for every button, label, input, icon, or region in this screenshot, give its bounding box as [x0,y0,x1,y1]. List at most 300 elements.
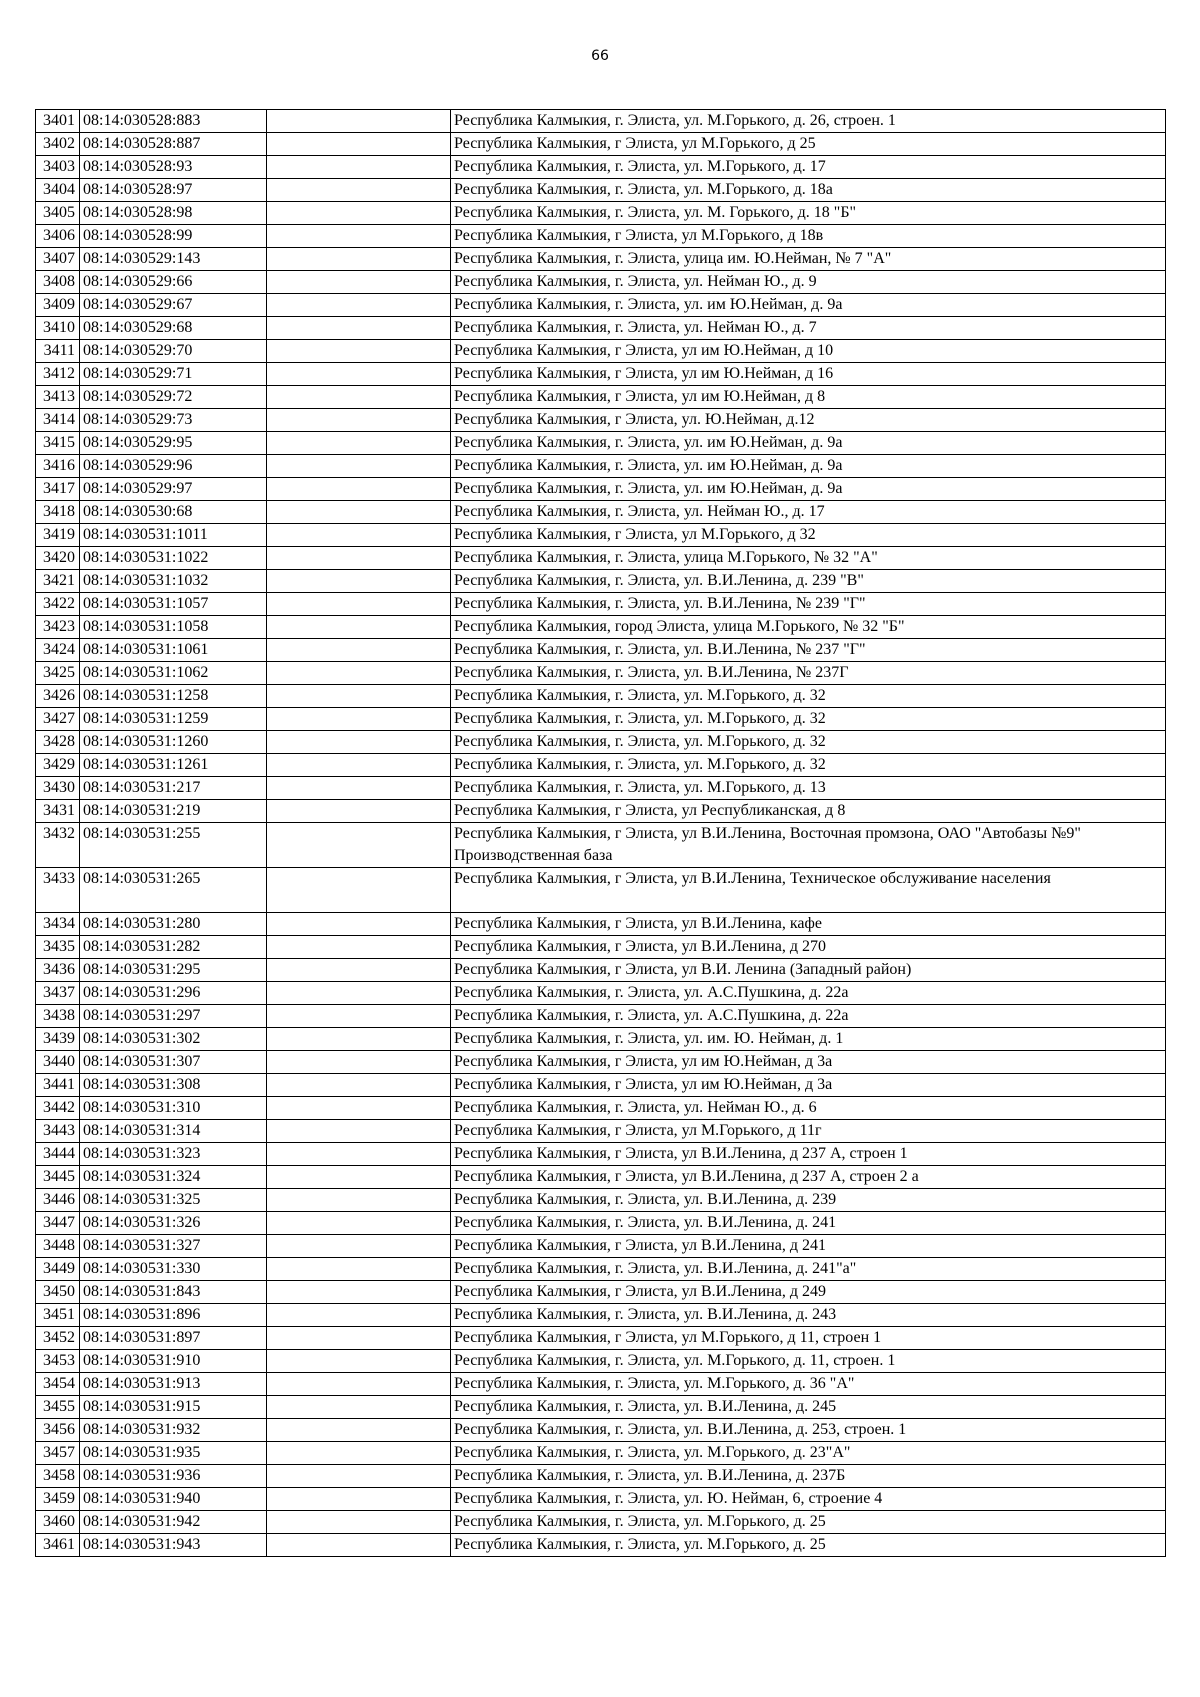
empty-cell [267,156,451,179]
table-row [36,1396,1166,1419]
table-row [36,1028,1166,1051]
address-cell: Республика Калмыкия, г. Элиста, ул. им Ю.Нейман, д. 9а [451,455,1166,478]
row-number-cell: 3441 [36,1074,80,1097]
table-row [36,570,1166,593]
table-row [36,1281,1166,1304]
table-row [36,1097,1166,1120]
table-row [36,1258,1166,1281]
cadastral-number-cell: 08:14:030529:143 [80,248,267,271]
row-number-cell: 3402 [36,133,80,156]
address-cell: Республика Калмыкия, г Элиста, ул В.И.Ленина, Техническое обслуживание населения [451,868,1166,913]
row-number-cell: 3418 [36,501,80,524]
row-number-cell: 3459 [36,1488,80,1511]
table-row [36,1166,1166,1189]
row-number-cell: 3454 [36,1373,80,1396]
cadastral-number-cell: 08:14:030528:93 [80,156,267,179]
table-row [36,386,1166,409]
row-number-cell: 3458 [36,1465,80,1488]
empty-cell [267,1281,451,1304]
address-cell: Республика Калмыкия, г. Элиста, ул. им Ю.Нейман, д. 9а [451,294,1166,317]
registry-table-body [36,110,1166,1557]
table-row [36,202,1166,225]
table-row [36,823,1166,868]
address-cell: Республика Калмыкия, г. Элиста, ул. М.Горького, д. 32 [451,731,1166,754]
cadastral-number-cell: 08:14:030531:280 [80,913,267,936]
table-row [36,110,1166,133]
empty-cell [267,317,451,340]
address-cell: Республика Калмыкия, г. Элиста, ул. М.Горького, д. 13 [451,777,1166,800]
address-cell: Республика Калмыкия, г. Элиста, ул. М.Горького, д. 23"А" [451,1442,1166,1465]
address-cell: Республика Калмыкия, г. Элиста, ул. В.И.Ленина, № 237Г [451,662,1166,685]
table-row [36,754,1166,777]
cadastral-number-cell: 08:14:030530:68 [80,501,267,524]
empty-cell [267,1327,451,1350]
address-cell: Республика Калмыкия, г. Элиста, ул. Нейман Ю., д. 17 [451,501,1166,524]
cadastral-number-cell: 08:14:030531:1061 [80,639,267,662]
row-number-cell: 3405 [36,202,80,225]
empty-cell [267,800,451,823]
empty-cell [267,754,451,777]
table-row [36,868,1166,913]
empty-cell [267,777,451,800]
empty-cell [267,524,451,547]
table-row [36,1189,1166,1212]
registry-table [35,109,1166,1557]
cadastral-number-cell: 08:14:030531:1259 [80,708,267,731]
cadastral-number-cell: 08:14:030531:296 [80,982,267,1005]
address-cell: Республика Калмыкия, г. Элиста, ул. М.Горького, д. 25 [451,1534,1166,1557]
table-row [36,455,1166,478]
row-number-cell: 3452 [36,1327,80,1350]
row-number-cell: 3423 [36,616,80,639]
cadastral-number-cell: 08:14:030531:910 [80,1350,267,1373]
cadastral-number-cell: 08:14:030531:896 [80,1304,267,1327]
cadastral-number-cell: 08:14:030531:327 [80,1235,267,1258]
cadastral-number-cell: 08:14:030531:1261 [80,754,267,777]
empty-cell [267,570,451,593]
address-cell: Республика Калмыкия, г Элиста, ул им Ю.Нейман, д 3а [451,1074,1166,1097]
table-row [36,1005,1166,1028]
empty-cell [267,432,451,455]
cadastral-number-cell: 08:14:030531:324 [80,1166,267,1189]
row-number-cell: 3455 [36,1396,80,1419]
cadastral-number-cell: 08:14:030531:265 [80,868,267,913]
cadastral-number-cell: 08:14:030531:307 [80,1051,267,1074]
cadastral-number-cell: 08:14:030531:1032 [80,570,267,593]
empty-cell [267,731,451,754]
cadastral-number-cell: 08:14:030531:1260 [80,731,267,754]
cadastral-number-cell: 08:14:030531:330 [80,1258,267,1281]
empty-cell [267,1028,451,1051]
empty-cell [267,1074,451,1097]
cadastral-number-cell: 08:14:030531:843 [80,1281,267,1304]
address-cell: Республика Калмыкия, г. Элиста, ул. М.Горького, д. 32 [451,685,1166,708]
row-number-cell: 3443 [36,1120,80,1143]
address-cell: Республика Калмыкия, г. Элиста, ул. М.Горького, д. 26, строен. 1 [451,110,1166,133]
cadastral-number-cell: 08:14:030531:936 [80,1465,267,1488]
table-row [36,913,1166,936]
table-row [36,1465,1166,1488]
address-cell: Республика Калмыкия, г Элиста, ул М.Горького, д 11, строен 1 [451,1327,1166,1350]
empty-cell [267,547,451,570]
table-row [36,1074,1166,1097]
row-number-cell: 3451 [36,1304,80,1327]
cadastral-number-cell: 08:14:030528:99 [80,225,267,248]
address-cell: Республика Калмыкия, г. Элиста, ул. Ю. Нейман, 6, строение 4 [451,1488,1166,1511]
row-number-cell: 3406 [36,225,80,248]
table-row [36,363,1166,386]
row-number-cell: 3411 [36,340,80,363]
cadastral-number-cell: 08:14:030531:295 [80,959,267,982]
empty-cell [267,1189,451,1212]
table-row [36,524,1166,547]
address-cell: Республика Калмыкия, г. Элиста, ул. В.И.Ленина, д. 237Б [451,1465,1166,1488]
cadastral-number-cell: 08:14:030531:1258 [80,685,267,708]
table-row [36,1327,1166,1350]
row-number-cell: 3409 [36,294,80,317]
cadastral-number-cell: 08:14:030531:1058 [80,616,267,639]
address-cell: Республика Калмыкия, г. Элиста, ул. В.И.Ленина, № 239 "Г" [451,593,1166,616]
row-number-cell: 3447 [36,1212,80,1235]
table-row [36,1488,1166,1511]
row-number-cell: 3429 [36,754,80,777]
cadastral-number-cell: 08:14:030531:1062 [80,662,267,685]
table-row [36,1120,1166,1143]
empty-cell [267,110,451,133]
cadastral-number-cell: 08:14:030531:308 [80,1074,267,1097]
address-cell: Республика Калмыкия, г. Элиста, ул. М.Горького, д. 18а [451,179,1166,202]
page-number: 66 [591,48,609,64]
empty-cell [267,1166,451,1189]
row-number-cell: 3424 [36,639,80,662]
cadastral-number-cell: 08:14:030531:942 [80,1511,267,1534]
address-cell: Республика Калмыкия, г. Элиста, ул. В.И.Ленина, д. 253, строен. 1 [451,1419,1166,1442]
row-number-cell: 3430 [36,777,80,800]
row-number-cell: 3446 [36,1189,80,1212]
empty-cell [267,936,451,959]
empty-cell [267,248,451,271]
table-row [36,1235,1166,1258]
table-row [36,777,1166,800]
address-cell: Республика Калмыкия, г Элиста, ул им Ю.Нейман, д 8 [451,386,1166,409]
row-number-cell: 3438 [36,1005,80,1028]
table-row [36,800,1166,823]
cadastral-number-cell: 08:14:030528:98 [80,202,267,225]
address-cell: Республика Калмыкия, г Элиста, ул Республиканская, д 8 [451,800,1166,823]
row-number-cell: 3439 [36,1028,80,1051]
empty-cell [267,294,451,317]
empty-cell [267,1419,451,1442]
address-cell: Республика Калмыкия, г. Элиста, ул. М.Горького, д. 25 [451,1511,1166,1534]
cadastral-number-cell: 08:14:030529:67 [80,294,267,317]
table-row [36,1442,1166,1465]
empty-cell [267,202,451,225]
row-number-cell: 3410 [36,317,80,340]
empty-cell [267,1488,451,1511]
cadastral-number-cell: 08:14:030531:1011 [80,524,267,547]
address-cell: Республика Калмыкия, г Элиста, ул В.И. Ленина (Западный район) [451,959,1166,982]
cadastral-number-cell: 08:14:030531:310 [80,1097,267,1120]
address-cell: Республика Калмыкия, г Элиста, ул М.Горького, д 18в [451,225,1166,248]
empty-cell [267,1396,451,1419]
address-cell: Республика Калмыкия, г Элиста, ул им Ю.Нейман, д 10 [451,340,1166,363]
empty-cell [267,1120,451,1143]
empty-cell [267,1511,451,1534]
row-number-cell: 3445 [36,1166,80,1189]
empty-cell [267,1235,451,1258]
cadastral-number-cell: 08:14:030531:932 [80,1419,267,1442]
row-number-cell: 3415 [36,432,80,455]
address-cell: Республика Калмыкия, г. Элиста, ул. В.И.Ленина, д. 243 [451,1304,1166,1327]
cadastral-number-cell: 08:14:030531:913 [80,1373,267,1396]
cadastral-number-cell: 08:14:030531:255 [80,823,267,868]
empty-cell [267,225,451,248]
empty-cell [267,363,451,386]
empty-cell [267,685,451,708]
cadastral-number-cell: 08:14:030531:915 [80,1396,267,1419]
empty-cell [267,340,451,363]
cadastral-number-cell: 08:14:030531:325 [80,1189,267,1212]
empty-cell [267,868,451,913]
empty-cell [267,478,451,501]
empty-cell [267,133,451,156]
table-row [36,1511,1166,1534]
cadastral-number-cell: 08:14:030531:219 [80,800,267,823]
empty-cell [267,386,451,409]
table-row [36,959,1166,982]
address-cell: Республика Калмыкия, г. Элиста, ул. им Ю.Нейман, д. 9а [451,478,1166,501]
table-row [36,1212,1166,1235]
table-row [36,1143,1166,1166]
empty-cell [267,409,451,432]
row-number-cell: 3433 [36,868,80,913]
cadastral-number-cell: 08:14:030529:95 [80,432,267,455]
row-number-cell: 3448 [36,1235,80,1258]
cadastral-number-cell: 08:14:030531:943 [80,1534,267,1557]
row-number-cell: 3419 [36,524,80,547]
table-row [36,936,1166,959]
address-cell: Республика Калмыкия, г. Элиста, ул. А.С.Пушкина, д. 22а [451,982,1166,1005]
cadastral-number-cell: 08:14:030531:935 [80,1442,267,1465]
row-number-cell: 3449 [36,1258,80,1281]
table-row [36,133,1166,156]
table-row [36,1373,1166,1396]
empty-cell [267,1258,451,1281]
row-number-cell: 3412 [36,363,80,386]
table-row [36,547,1166,570]
empty-cell [267,455,451,478]
empty-cell [267,1304,451,1327]
empty-cell [267,1350,451,1373]
row-number-cell: 3460 [36,1511,80,1534]
row-number-cell: 3427 [36,708,80,731]
address-cell: Республика Калмыкия, г. Элиста, ул. М.Горького, д. 32 [451,754,1166,777]
address-cell: Республика Калмыкия, г. Элиста, ул. М. Горького, д. 18 "Б" [451,202,1166,225]
address-cell: Республика Калмыкия, г Элиста, ул им Ю.Нейман, д 3а [451,1051,1166,1074]
cadastral-number-cell: 08:14:030531:314 [80,1120,267,1143]
row-number-cell: 3414 [36,409,80,432]
cadastral-number-cell: 08:14:030528:883 [80,110,267,133]
address-cell: Республика Калмыкия, г Элиста, ул В.И.Ленина, д 270 [451,936,1166,959]
address-cell: Республика Калмыкия, г. Элиста, ул. Нейман Ю., д. 9 [451,271,1166,294]
row-number-cell: 3428 [36,731,80,754]
table-row [36,1350,1166,1373]
row-number-cell: 3442 [36,1097,80,1120]
row-number-cell: 3431 [36,800,80,823]
empty-cell [267,662,451,685]
table-row [36,1534,1166,1557]
cadastral-number-cell: 08:14:030531:323 [80,1143,267,1166]
cadastral-number-cell: 08:14:030529:72 [80,386,267,409]
row-number-cell: 3408 [36,271,80,294]
table-row [36,501,1166,524]
row-number-cell: 3407 [36,248,80,271]
empty-cell [267,1534,451,1557]
cadastral-number-cell: 08:14:030529:73 [80,409,267,432]
address-cell: Республика Калмыкия, г. Элиста, ул. М.Горького, д. 11, строен. 1 [451,1350,1166,1373]
empty-cell [267,982,451,1005]
empty-cell [267,179,451,202]
cadastral-number-cell: 08:14:030531:1022 [80,547,267,570]
row-number-cell: 3403 [36,156,80,179]
empty-cell [267,1373,451,1396]
row-number-cell: 3436 [36,959,80,982]
table-row [36,225,1166,248]
empty-cell [267,1212,451,1235]
table-row [36,616,1166,639]
table-row [36,731,1166,754]
empty-cell [267,708,451,731]
address-cell: Республика Калмыкия, г Элиста, ул В.И.Ленина, д 249 [451,1281,1166,1304]
cadastral-number-cell: 08:14:030529:71 [80,363,267,386]
cadastral-number-cell: 08:14:030528:887 [80,133,267,156]
row-number-cell: 3422 [36,593,80,616]
cadastral-number-cell: 08:14:030529:70 [80,340,267,363]
empty-cell [267,1051,451,1074]
row-number-cell: 3432 [36,823,80,868]
table-row [36,639,1166,662]
empty-cell [267,823,451,868]
row-number-cell: 3444 [36,1143,80,1166]
empty-cell [267,913,451,936]
empty-cell [267,1143,451,1166]
empty-cell [267,639,451,662]
row-number-cell: 3421 [36,570,80,593]
cadastral-number-cell: 08:14:030531:302 [80,1028,267,1051]
address-cell: Республика Калмыкия, город Элиста, улица М.Горького, № 32 "Б" [451,616,1166,639]
cadastral-number-cell: 08:14:030531:282 [80,936,267,959]
row-number-cell: 3401 [36,110,80,133]
cadastral-number-cell: 08:14:030531:326 [80,1212,267,1235]
row-number-cell: 3404 [36,179,80,202]
address-cell: Республика Калмыкия, г. Элиста, ул. В.И.Ленина, № 237 "Г" [451,639,1166,662]
row-number-cell: 3457 [36,1442,80,1465]
table-row [36,294,1166,317]
cadastral-number-cell: 08:14:030531:217 [80,777,267,800]
table-row [36,662,1166,685]
row-number-cell: 3453 [36,1350,80,1373]
cadastral-number-cell: 08:14:030531:897 [80,1327,267,1350]
table-row [36,340,1166,363]
cadastral-number-cell: 08:14:030529:97 [80,478,267,501]
address-cell: Республика Калмыкия, г. Элиста, ул. В.И.Ленина, д. 245 [451,1396,1166,1419]
cadastral-number-cell: 08:14:030529:96 [80,455,267,478]
table-row [36,317,1166,340]
table-row [36,982,1166,1005]
table-row [36,248,1166,271]
address-cell: Республика Калмыкия, г. Элиста, ул. А.С.Пушкина, д. 22а [451,1005,1166,1028]
row-number-cell: 3426 [36,685,80,708]
empty-cell [267,271,451,294]
address-cell: Республика Калмыкия, г. Элиста, ул. им Ю.Нейман, д. 9а [451,432,1166,455]
cadastral-number-cell: 08:14:030529:68 [80,317,267,340]
row-number-cell: 3437 [36,982,80,1005]
table-row [36,1304,1166,1327]
address-cell: Республика Калмыкия, г Элиста, ул М.Горького, д 11г [451,1120,1166,1143]
row-number-cell: 3440 [36,1051,80,1074]
table-row [36,1051,1166,1074]
empty-cell [267,616,451,639]
address-cell: Республика Калмыкия, г. Элиста, ул. Нейман Ю., д. 7 [451,317,1166,340]
address-cell: Республика Калмыкия, г. Элиста, ул. М.Горького, д. 36 "А" [451,1373,1166,1396]
row-number-cell: 3417 [36,478,80,501]
address-cell: Республика Калмыкия, г. Элиста, ул. Нейман Ю., д. 6 [451,1097,1166,1120]
empty-cell [267,1005,451,1028]
address-cell: Республика Калмыкия, г. Элиста, улица им. Ю.Нейман, № 7 "А" [451,248,1166,271]
table-row [36,1419,1166,1442]
table-row [36,179,1166,202]
row-number-cell: 3434 [36,913,80,936]
empty-cell [267,1097,451,1120]
empty-cell [267,959,451,982]
row-number-cell: 3435 [36,936,80,959]
address-cell: Республика Калмыкия, г. Элиста, ул. В.И.Ленина, д. 239 "В" [451,570,1166,593]
row-number-cell: 3416 [36,455,80,478]
address-cell: Республика Калмыкия, г Элиста, ул В.И.Ленина, д 237 А, строен 2 а [451,1166,1166,1189]
row-number-cell: 3425 [36,662,80,685]
address-cell: Республика Калмыкия, г Элиста, ул В.И.Ленина, д 241 [451,1235,1166,1258]
address-cell: Республика Калмыкия, г. Элиста, ул. В.И.Ленина, д. 239 [451,1189,1166,1212]
address-cell: Республика Калмыкия, г Элиста, ул М.Горького, д 32 [451,524,1166,547]
table-row [36,593,1166,616]
cadastral-number-cell: 08:14:030531:1057 [80,593,267,616]
address-cell: Республика Калмыкия, г Элиста, ул М.Горького, д 25 [451,133,1166,156]
row-number-cell: 3456 [36,1419,80,1442]
address-cell: Республика Калмыкия, г. Элиста, ул. В.И.Ленина, д. 241"а" [451,1258,1166,1281]
address-cell: Республика Калмыкия, г. Элиста, улица М.Горького, № 32 "А" [451,547,1166,570]
row-number-cell: 3413 [36,386,80,409]
address-cell: Республика Калмыкия, г. Элиста, ул. им. Ю. Нейман, д. 1 [451,1028,1166,1051]
table-row [36,478,1166,501]
row-number-cell: 3420 [36,547,80,570]
cadastral-number-cell: 08:14:030531:297 [80,1005,267,1028]
address-cell: Республика Калмыкия, г Элиста, ул В.И.Ленина, д 237 А, строен 1 [451,1143,1166,1166]
table-row [36,409,1166,432]
table-row [36,432,1166,455]
address-cell: Республика Калмыкия, г Элиста, ул В.И.Ленина, кафе [451,913,1166,936]
address-cell: Республика Калмыкия, г Элиста, ул им Ю.Нейман, д 16 [451,363,1166,386]
table-row [36,271,1166,294]
empty-cell [267,501,451,524]
empty-cell [267,593,451,616]
row-number-cell: 3461 [36,1534,80,1557]
address-cell: Республика Калмыкия, г Элиста, ул В.И.Ленина, Восточная промзона, ОАО "Автобазы №9" Производственная база [451,823,1166,868]
table-row [36,685,1166,708]
address-cell: Республика Калмыкия, г Элиста, ул. Ю.Нейман, д.12 [451,409,1166,432]
table-row [36,708,1166,731]
empty-cell [267,1465,451,1488]
cadastral-number-cell: 08:14:030531:940 [80,1488,267,1511]
